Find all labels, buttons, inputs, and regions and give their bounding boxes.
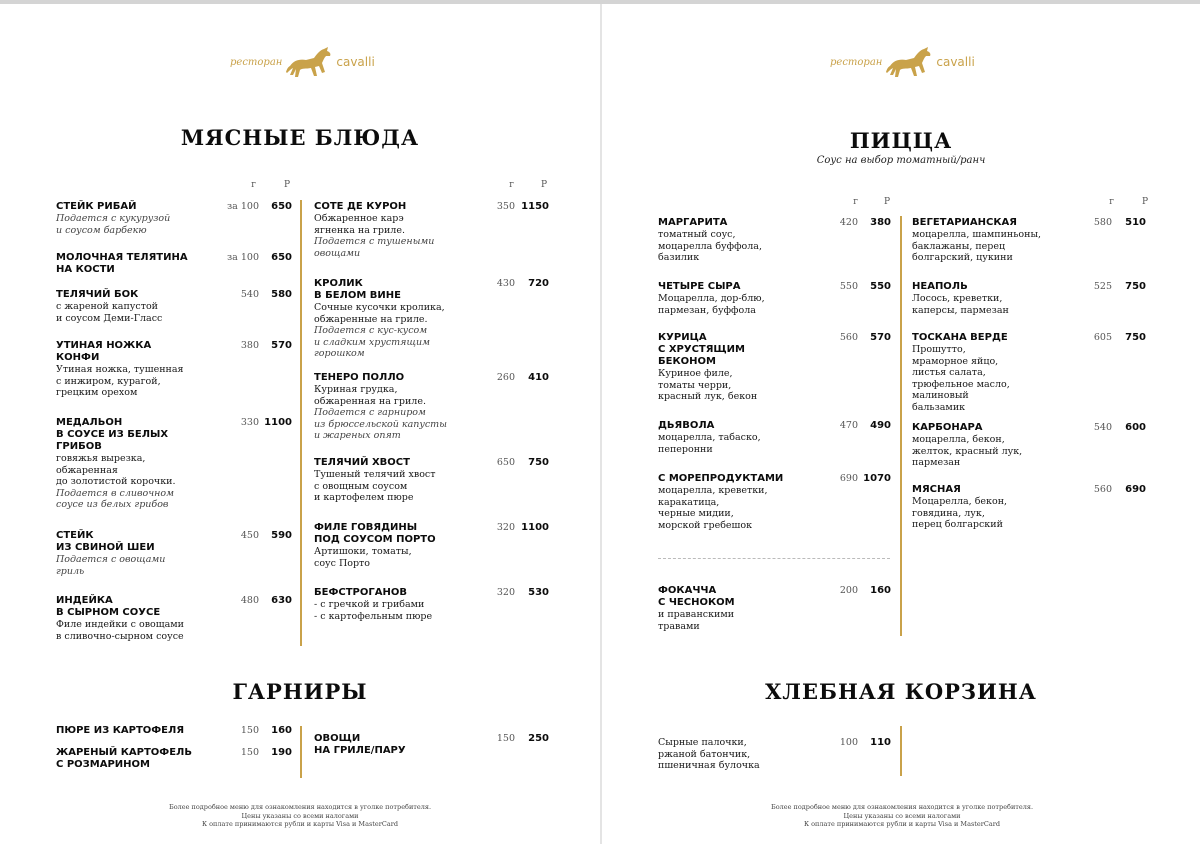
item-description: моцарелла, шампиньоны, баклажаны, перец болгарский, цукини: [912, 229, 1042, 263]
item-weight: 605: [1093, 332, 1112, 343]
item-weight: 470: [839, 420, 858, 431]
item-price: 750: [1125, 281, 1146, 292]
item-weight: 150: [240, 725, 259, 736]
menu-item: [56, 725, 296, 737]
logo-word: ресторан: [830, 56, 883, 68]
item-name: БЕФСТРОГАНОВ: [314, 587, 407, 598]
item-name: КУРИЦА С ХРУСТЯЩИМ БЕКОНОМ: [658, 332, 746, 367]
item-name: ОВОЩИ НА ГРИЛЕ/ПАРУ: [314, 733, 406, 756]
item-weight: 480: [240, 595, 259, 606]
item-price: 1070: [863, 473, 891, 484]
item-note: Подается с кукурузой и соусом барбекю: [56, 213, 171, 236]
item-name: С МОРЕПРОДУКТАМИ: [658, 473, 784, 484]
item-price: 720: [528, 278, 549, 289]
item-name: ФИЛЕ ГОВЯДИНЫ ПОД СОУСОМ ПОРТО: [314, 522, 436, 545]
item-description: и праванскими травами: [658, 609, 735, 632]
menu-item: [314, 522, 554, 569]
item-name: ТЕЛЯЧИЙ ХВОСТ: [314, 457, 410, 468]
item-description: моцарелла, табаско, пеперонни: [658, 432, 761, 455]
price-column-header: Р: [1141, 197, 1148, 207]
item-price: 380: [870, 217, 891, 228]
item-weight: 560: [839, 332, 858, 343]
menu-item: [912, 422, 1152, 469]
item-description: Утиная ножка, тушенная с инжиром, курагой, грецким орехом: [56, 364, 184, 398]
menu-item: [56, 417, 296, 511]
item-price: 190: [271, 747, 292, 758]
item-name: МОЛОЧНАЯ ТЕЛЯТИНА НА КОСТИ: [56, 252, 188, 275]
item-price: 160: [271, 725, 292, 736]
menu-item: [658, 737, 894, 772]
menu-item: [314, 587, 554, 622]
item-description: Моцарелла, дор-блю, пармезан, буффола: [658, 293, 765, 316]
menu-item: [912, 332, 1152, 413]
item-price: 600: [1125, 422, 1146, 433]
item-name: ФОКАЧЧА С ЧЕСНОКОМ: [658, 585, 735, 608]
item-description: - с гречкой и грибами - с картофельным пюре: [314, 599, 433, 622]
item-name: ЖАРЕНЫЙ КАРТОФЕЛЬ С РОЗМАРИНОМ: [56, 747, 192, 770]
item-description: Куриное филе, томаты черри, красный лук, бекон: [658, 368, 758, 402]
column-separator: [900, 216, 902, 636]
item-price: 510: [1125, 217, 1146, 228]
menu-item: [314, 457, 554, 504]
item-price: 410: [528, 372, 549, 383]
column-separator: [900, 726, 902, 776]
item-name: СТЕЙК РИБАЙ: [56, 201, 137, 212]
menu-item: [56, 595, 296, 642]
item-price: 750: [1125, 332, 1146, 343]
item-weight: 350: [496, 201, 515, 212]
menu-item: [658, 332, 894, 403]
item-weight: 200: [839, 585, 858, 596]
menu-item: [658, 420, 894, 455]
item-name: ТЕЛЯЧИЙ БОК: [56, 289, 139, 300]
horse-icon: [286, 46, 332, 78]
item-weight: 100: [839, 737, 858, 748]
item-price: 490: [870, 420, 891, 431]
menu-item: [314, 733, 554, 757]
price-column-header: Р: [540, 180, 547, 190]
menu-item: [56, 289, 296, 324]
logo-brand-name: cavalli: [936, 55, 975, 69]
item-weight: 320: [496, 522, 515, 533]
item-note: Подается в сливочном соусе из белых грибов: [56, 487, 174, 510]
item-price: 1150: [521, 201, 549, 212]
item-price: 650: [271, 252, 292, 263]
item-weight: 560: [1093, 484, 1112, 495]
restaurant-logo: [830, 46, 975, 78]
menu-item: [56, 530, 296, 577]
item-price: 580: [271, 289, 292, 300]
item-description: томатный соус, моцарелла буффола, базилик: [658, 229, 762, 263]
item-price: 750: [528, 457, 549, 468]
item-name: ИНДЕЙКА В СЫРНОМ СОУСЕ: [56, 595, 161, 618]
item-weight: 690: [839, 473, 858, 484]
item-price: 110: [870, 737, 891, 748]
item-description: Филе индейки с овощами в сливочно-сырном соусе: [56, 619, 184, 642]
menu-item: [658, 585, 894, 632]
item-weight: 540: [240, 289, 259, 300]
item-name: МЕДАЛЬОН В СОУСЕ ИЗ БЕЛЫХ ГРИБОВ: [56, 417, 169, 452]
item-name: КРОЛИК В БЕЛОМ ВИНЕ: [314, 278, 401, 301]
menu-page-left: [0, 4, 600, 844]
item-price: 570: [271, 340, 292, 351]
menu-page-right: [602, 4, 1200, 844]
item-name: ДЬЯВОЛА: [658, 420, 715, 431]
weight-column-header: г: [853, 197, 858, 207]
section-title-sides: ГАРНИРЫ: [232, 679, 368, 704]
item-name: УТИНАЯ НОЖКА КОНФИ: [56, 340, 152, 363]
item-weight: за 100: [227, 252, 259, 263]
item-price: 1100: [521, 522, 549, 533]
item-weight: 260: [496, 372, 515, 383]
menu-item: [314, 278, 554, 360]
item-weight: 420: [839, 217, 858, 228]
item-name: ТОСКАНА ВЕРДЕ: [912, 332, 1008, 343]
item-note: Подается с овощами гриль: [56, 554, 166, 577]
item-price: 550: [870, 281, 891, 292]
menu-item: [56, 201, 296, 236]
section-subtitle-pizza: Соус на выбор томатный/ранч: [816, 155, 986, 166]
item-name: НЕАПОЛЬ: [912, 281, 968, 292]
item-name: СТЕЙК ИЗ СВИНОЙ ШЕИ: [56, 530, 155, 553]
item-weight: 380: [240, 340, 259, 351]
item-note: Подается с кус-кусом и сладким хрустящим горошком: [314, 325, 430, 359]
item-description: моцарелла, бекон, желток, красный лук, пармезан: [912, 434, 1023, 468]
restaurant-logo: [230, 46, 375, 78]
column-separator: [300, 200, 302, 646]
item-price: 590: [271, 530, 292, 541]
item-name: ТЕНЕРО ПОЛЛО: [314, 372, 405, 383]
item-price: 650: [271, 201, 292, 212]
menu-item: [912, 217, 1152, 264]
item-description: Куриная грудка, обжаренная на гриле.: [314, 384, 426, 407]
menu-item: [314, 372, 554, 442]
item-name: МЯСНАЯ: [912, 484, 961, 495]
item-description: Лосось, креветки, каперсы, пармезан: [912, 293, 1009, 316]
logo-brand-name: cavalli: [336, 55, 375, 69]
column-separator: [300, 726, 302, 778]
item-price: 160: [870, 585, 891, 596]
price-column-header: Р: [883, 197, 890, 207]
item-description: Моцарелла, бекон, говядина, лук, перец болгарский: [912, 496, 1008, 530]
price-column-header: Р: [283, 180, 290, 190]
item-price: 570: [870, 332, 891, 343]
logo-word: ресторан: [230, 56, 283, 68]
item-description: Сочные кусочки кролика, обжаренные на гриле.: [314, 302, 445, 325]
section-title-pizza: ПИЦЦА: [849, 128, 953, 153]
item-weight: за 100: [227, 201, 259, 212]
menu-footer-note: Более подробное меню для ознакомления находится в уголке потребителя. Цены указаны со всеми налогами К оплате принимаются рубли и карты Visa и MasterCard: [770, 803, 1034, 828]
weight-column-header: г: [251, 180, 256, 190]
menu-item: [658, 473, 894, 531]
menu-item: [658, 281, 894, 316]
item-description: Тушеный телячий хвост с овощным соусом и картофелем пюре: [314, 469, 436, 503]
item-weight: 580: [1093, 217, 1112, 228]
item-weight: 650: [496, 457, 515, 468]
menu-item: [912, 281, 1152, 316]
item-weight: 450: [240, 530, 259, 541]
item-name: ВЕГЕТАРИАНСКАЯ: [912, 217, 1017, 228]
item-name: ЧЕТЫРЕ СЫРА: [658, 281, 741, 292]
item-weight: 525: [1093, 281, 1112, 292]
menu-item: [56, 252, 296, 276]
item-description: Прошутто, мраморное яйцо, листья салата, трюфельное масло, малиновый бальзамик: [912, 344, 1010, 413]
menu-item: [912, 484, 1152, 531]
item-description: Обжаренное карэ ягненка на гриле.: [314, 213, 405, 236]
weight-column-header: г: [1109, 197, 1114, 207]
section-title-bread: ХЛЕБНАЯ КОРЗИНА: [765, 679, 1037, 704]
item-name: КАРБОНАРА: [912, 422, 983, 433]
item-price: 690: [1125, 484, 1146, 495]
item-weight: 150: [240, 747, 259, 758]
item-description: Сырные палочки, ржаной батончик, пшеничная булочка: [658, 737, 760, 771]
section-title-meat: МЯСНЫЕ БЛЮДА: [180, 125, 420, 150]
menu-item: [314, 201, 554, 259]
item-weight: 430: [496, 278, 515, 289]
item-weight: 150: [496, 733, 515, 744]
horse-icon: [886, 46, 932, 78]
item-description: моцарелла, креветки, каракатица, черные мидии, морской гребешок: [658, 485, 768, 531]
menu-item: [658, 217, 894, 264]
menu-item: [56, 340, 296, 399]
item-weight: 320: [496, 587, 515, 598]
weight-column-header: г: [509, 180, 514, 190]
item-price: 250: [528, 733, 549, 744]
item-name: ПЮРЕ ИЗ КАРТОФЕЛЯ: [56, 725, 185, 736]
item-note: Подается с гарниром из брюссельской капусты и жареных опят: [314, 407, 447, 441]
item-description: говяжья вырезка, обжаренная до золотистой корочки.: [56, 453, 176, 487]
item-weight: 550: [839, 281, 858, 292]
item-note: Подается с тушеными овощами: [314, 236, 435, 259]
item-price: 630: [271, 595, 292, 606]
item-weight: 330: [240, 417, 259, 428]
item-name: МАРГАРИТА: [658, 217, 728, 228]
item-description: Артишоки, томаты, соус Порто: [314, 546, 412, 569]
item-name: СОТЕ ДЕ КУРОН: [314, 201, 407, 212]
menu-item: [56, 747, 296, 771]
item-description: с жареной капустой и соусом Деми-Гласс: [56, 301, 163, 324]
item-price: 530: [528, 587, 549, 598]
dotted-separator: [658, 558, 890, 559]
menu-footer-note: Более подробное меню для ознакомления находится в уголке потребителя. Цены указаны со всеми налогами К оплате принимаются рубли и карты Visa и MasterCard: [168, 803, 432, 828]
item-price: 1100: [264, 417, 292, 428]
item-weight: 540: [1093, 422, 1112, 433]
